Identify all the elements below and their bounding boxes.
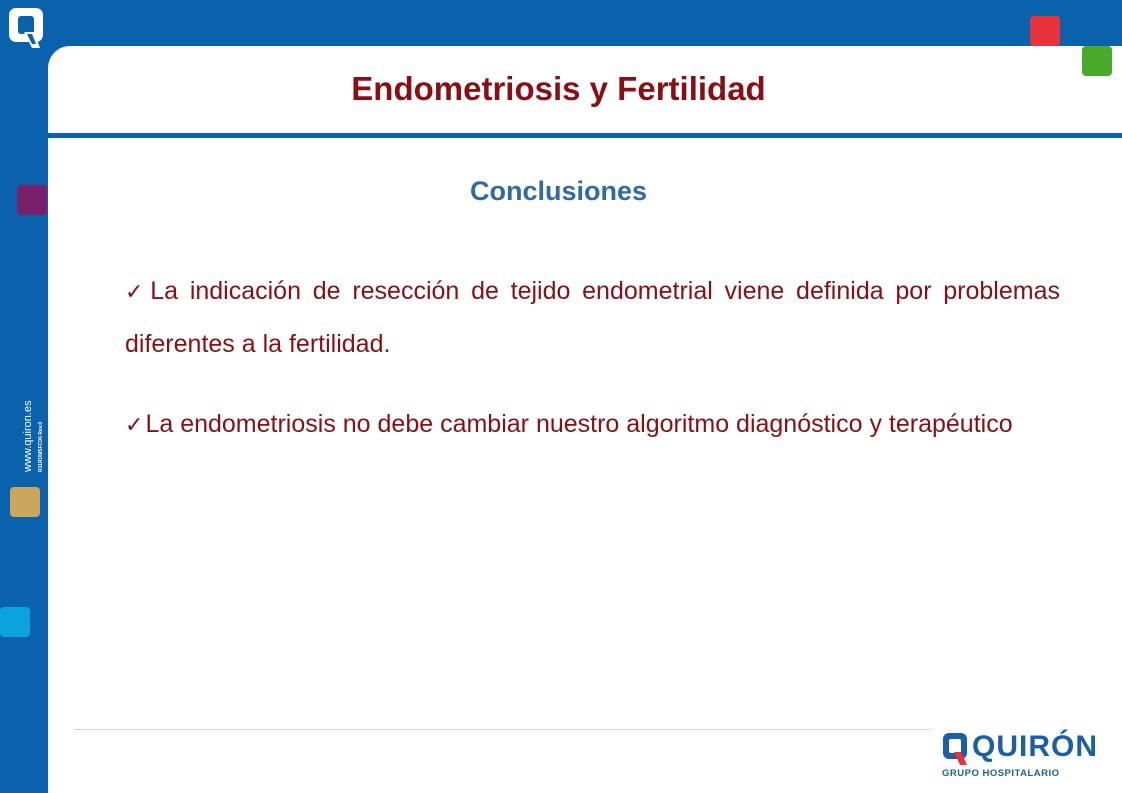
accent-square-red xyxy=(1030,16,1060,46)
brand-name: QUIRÓN xyxy=(972,730,1098,763)
checkmark-icon: ✓ xyxy=(125,279,149,304)
brand-tagline: GRUPO HOSPITALARIO xyxy=(942,768,1060,779)
list-item xyxy=(125,265,1060,371)
checkmark-icon: ✓ xyxy=(125,412,144,437)
accent-square-gold xyxy=(10,487,40,517)
footer-divider xyxy=(75,729,930,730)
svg-text:www.quiron.es: www.quiron.es xyxy=(22,400,34,472)
list-item xyxy=(125,398,1060,451)
title-divider xyxy=(48,133,1122,138)
conclusions-list xyxy=(125,265,1060,478)
bullet-text: La endometriosis no debe cambiar nuestro algoritmo diagnóstico y terapéutico xyxy=(145,410,1013,438)
quiron-q-emblem-icon xyxy=(942,732,972,766)
sidebar-url-label xyxy=(8,394,48,474)
top-frame-band xyxy=(0,0,1122,46)
section-subtitle: Conclusiones xyxy=(469,176,648,206)
svg-text:R11RDMSFC06 Rev.0: R11RDMSFC06 Rev.0 xyxy=(38,421,44,472)
accent-square-cyan xyxy=(0,607,30,637)
quiron-brand-logo xyxy=(940,730,1098,782)
quiron-q-logo-icon xyxy=(7,6,49,50)
bullet-text: La indicación de resección de tejido endometrial viene definida por problemas diferentes a la fertilidad. xyxy=(125,277,1060,358)
page-title: Endometriosis y Fertilidad xyxy=(351,70,766,107)
